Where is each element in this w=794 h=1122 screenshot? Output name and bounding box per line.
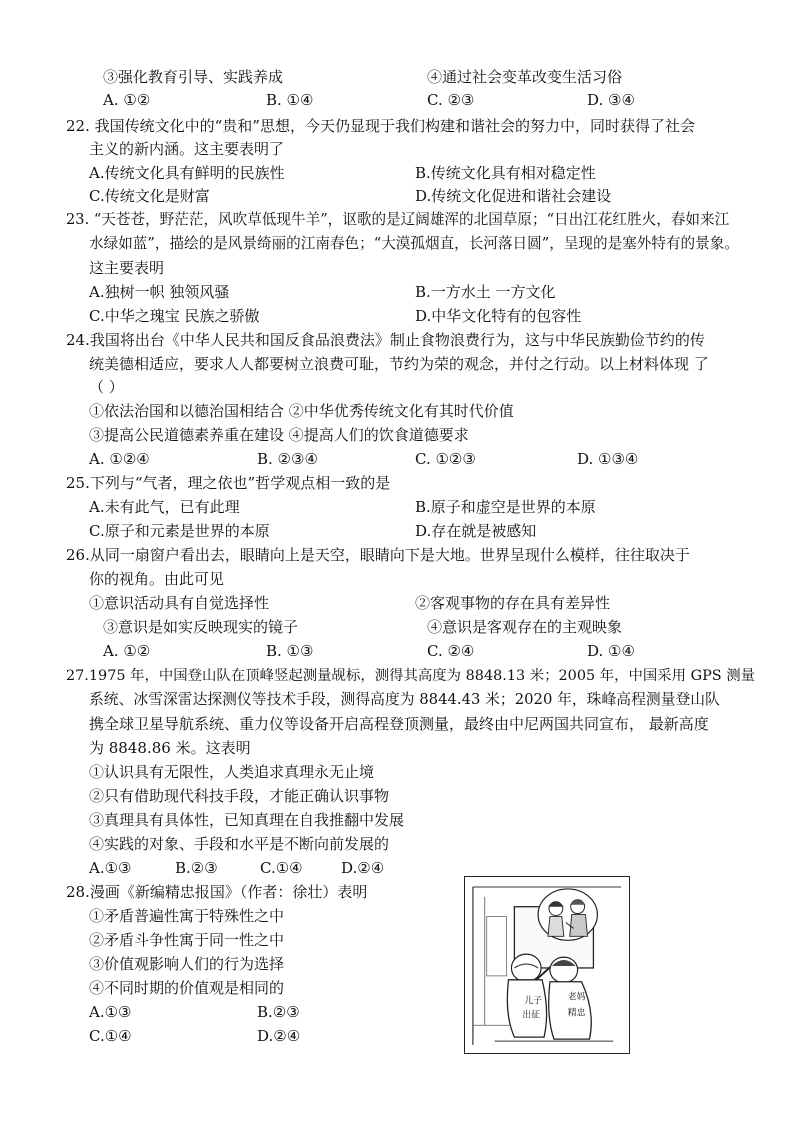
q28-choice-c[interactable]: C.①④ — [89, 1027, 132, 1045]
q26-statement-3: ③意识是如实反映现实的镜子 — [103, 618, 299, 636]
prev-choice-b[interactable]: B. ①④ — [266, 91, 314, 109]
q28-statement-2: ②矛盾斗争性寓于同一性之中 — [89, 931, 285, 949]
q27-stem-line1: 27.1975 年，中国登山队在顶峰竖起测量觇标，测得其高度为 8848.13 米；2005 年，中国采用 GPS 测量 — [66, 668, 756, 684]
q24-choice-a[interactable]: A. ①②④ — [89, 450, 150, 468]
q27-choice-d[interactable]: D.②④ — [341, 859, 385, 877]
q24-statements-1-2: ①依法治国和以德治国相结合 ②中华优秀传统文化有其时代价值 — [89, 402, 514, 420]
q26-statement-4: ④意识是客观存在的主观映象 — [427, 618, 623, 636]
prev-statement-4: ④通过社会变革改变生活习俗 — [427, 68, 623, 86]
q28-choice-b[interactable]: B.②③ — [257, 1003, 300, 1021]
q26-choice-d[interactable]: D. ①④ — [587, 642, 635, 660]
q27-stem-line3: 携全球卫星导航系统、重力仪等设备开启高程登顶测量，最终由中尼两国共同宣布， 最新高度 — [89, 715, 709, 733]
q22-stem-line2: 主义的新内涵。这主要表明了 — [89, 140, 285, 158]
q23-choice-d[interactable]: D.中华文化特有的包容性 — [415, 307, 582, 325]
q26-stem-line1: 26.从同一扇窗户看出去，眼睛向上是天空，眼睛向下是大地。世界呈现什么模样，往往取决于 — [66, 546, 690, 564]
q26-choice-b[interactable]: B. ①③ — [266, 642, 314, 660]
q28-statement-1: ①矛盾普遍性寓于特殊性之中 — [89, 907, 285, 925]
q26-statement-2: ②客观事物的存在具有差异性 — [415, 594, 611, 612]
q27-choice-b[interactable]: B.②③ — [175, 859, 218, 877]
prev-choice-c[interactable]: C. ②③ — [427, 91, 475, 109]
q26-choice-c[interactable]: C. ②④ — [427, 642, 475, 660]
q27-choice-c[interactable]: C.①④ — [260, 859, 303, 877]
q24-stem-line2: 统美德相适应，要求人人都要树立浪费可耻，节约为荣的观念，并付之行动。以上材料体现 了 — [89, 355, 709, 373]
q25-stem: 25.下列与“气者，理之依也”哲学观点相一致的是 — [66, 474, 391, 492]
q26-choice-a[interactable]: A. ①② — [103, 642, 151, 660]
q23-choice-b[interactable]: B.一方水土 一方文化 — [415, 283, 556, 301]
q28-cartoon-image — [464, 876, 630, 1054]
q24-answer-blank: （ ） — [89, 378, 124, 396]
q28-choice-a[interactable]: A.①③ — [89, 1003, 132, 1021]
prev-choice-d[interactable]: D. ③④ — [587, 91, 635, 109]
q22-choice-c[interactable]: C.传统文化是财富 — [89, 187, 210, 205]
q25-choice-c[interactable]: C.原子和元素是世界的本原 — [89, 522, 270, 540]
q23-choice-c[interactable]: C.中华之瑰宝 民族之骄傲 — [89, 307, 260, 325]
cartoon-label-right: 老妈 — [567, 992, 586, 1003]
q26-statement-1: ①意识活动具有自觉选择性 — [89, 594, 270, 612]
q22-choice-a[interactable]: A.传统文化具有鲜明的民族性 — [89, 164, 285, 182]
q24-choice-b[interactable]: B. ②③④ — [257, 450, 318, 468]
q22-choice-b[interactable]: B.传统文化具有相对稳定性 — [415, 164, 596, 182]
q25-choice-a[interactable]: A.未有此气，已有此理 — [89, 498, 240, 516]
q24-choice-c[interactable]: C. ①②③ — [415, 450, 476, 468]
q28-statement-4: ④不同时期的价值观是相同的 — [89, 979, 285, 997]
q27-stem-line4: 为 8848.86 米。这表明 — [89, 739, 251, 757]
cartoon-label-mid: 出征 — [522, 1010, 541, 1021]
q27-statement-4: ④实践的对象、手段和水平是不断向前发展的 — [89, 835, 390, 853]
cartoon-drawing — [465, 877, 629, 1053]
q25-choice-b[interactable]: B.原子和虚空是世界的本原 — [415, 498, 596, 516]
prev-statement-3: ③强化教育引导、实践养成 — [103, 68, 284, 86]
q28-stem: 28.漫画《新编精忠报国》（作者：徐壮）表明 — [66, 883, 368, 901]
cartoon-label-left: 儿子 — [524, 996, 543, 1007]
q23-stem-line1: 23. “天苍苍，野茫茫，风吹草低现牛羊”，讴歌的是辽阔雄浑的北国草原；“日出江花红胜火，春如来江 — [66, 211, 730, 228]
q23-choice-a[interactable]: A.独树一帜 独领风骚 — [89, 283, 230, 301]
q23-stem-line2: 水绿如蓝”，描绘的是风景绮丽的江南春色；“大漠孤烟直，长河落日圆”，呈现的是塞外特有的景象。 — [89, 235, 739, 252]
q28-statement-3: ③价值观影响人们的行为选择 — [89, 955, 285, 973]
q26-stem-line2: 你的视角。由此可见 — [89, 570, 225, 588]
cartoon-label-right2: 精忠 — [567, 1008, 586, 1019]
q27-statement-3: ③真理具有具体性，已知真理在自我推翻中发展 — [89, 811, 405, 829]
q28-choice-d[interactable]: D.②④ — [257, 1027, 301, 1045]
q24-choice-d[interactable]: D. ①③④ — [577, 450, 639, 468]
q27-statement-2: ②只有借助现代科技手段，才能正确认识事物 — [89, 787, 390, 805]
q25-choice-d[interactable]: D.存在就是被感知 — [415, 522, 537, 540]
q27-choice-a[interactable]: A.①③ — [89, 859, 132, 877]
prev-choice-a[interactable]: A. ①② — [103, 91, 151, 109]
q23-stem-line3: 这主要表明 — [89, 259, 165, 277]
q27-stem-line2: 系统、冰雪深雷达探测仪等技术手段，测得高度为 8844.43 米；2020 年，珠峰高程测量登山队 — [89, 691, 720, 708]
q22-stem-line1: 22. 我国传统文化中的“贵和”思想，今天仍显现于我们构建和谐社会的努力中，同时获得了社会 — [66, 117, 695, 135]
q22-choice-d[interactable]: D.传统文化促进和谐社会建设 — [415, 187, 612, 205]
q24-statements-3-4: ③提高公民道德素养重在建设 ④提高人们的饮食道德要求 — [89, 426, 469, 444]
q27-statement-1: ①认识具有无限性，人类追求真理永无止境 — [89, 763, 375, 781]
q24-stem-line1: 24.我国将出台《中华人民共和国反食品浪费法》制止食物浪费行为，这与中华民族勤俭节约的传 — [66, 331, 705, 349]
